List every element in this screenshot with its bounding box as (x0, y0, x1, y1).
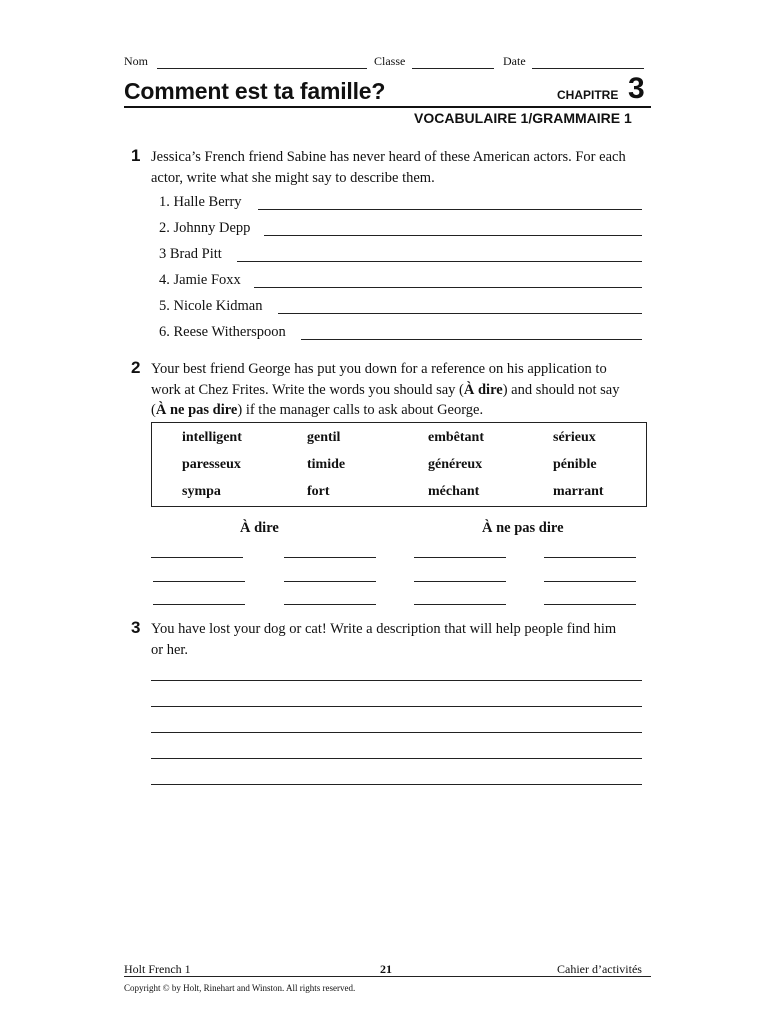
ne-pas-dire-blank[interactable] (544, 581, 636, 582)
answer-line-5[interactable] (278, 313, 642, 314)
question-2-prompt (151, 359, 656, 421)
date-label: Date (503, 54, 526, 68)
answer-line-3[interactable] (237, 261, 642, 262)
ne-pas-dire-blank[interactable] (414, 604, 506, 605)
question-1-prompt-line-2: actor, write what she might say to describe them. (151, 169, 435, 186)
actor-item-4: 4. Jamie Foxx (159, 272, 241, 288)
column-heading-a-dire: À dire (240, 520, 279, 536)
a-dire-blank[interactable] (284, 557, 376, 558)
word-bank-item: généreux (428, 457, 483, 472)
actor-item-1: 1. Halle Berry (159, 194, 242, 210)
question-3-number: 3 (131, 618, 141, 637)
word-bank-item: intelligent (182, 430, 242, 445)
answer-line-6[interactable] (301, 339, 642, 340)
actor-item-3: 3 Brad Pitt (159, 246, 222, 262)
question-3-prompt-line-1: You have lost your dog or cat! Write a description that will help people find him (151, 621, 617, 637)
page-title: Comment est ta famille? (124, 78, 386, 104)
question-3-prompt-line-2: or her. (151, 641, 189, 658)
word-bank-item: timide (307, 457, 346, 472)
question-2-prompt-line-1: Your best friend George has put you down for a reference on his application to (151, 361, 607, 377)
prompt-text: ) and should not say (502, 381, 620, 398)
a-dire-blank[interactable] (151, 557, 243, 558)
word-bank-item: embêtant (428, 430, 484, 445)
page-number: 21 (380, 962, 392, 976)
word-bank-item: gentil (307, 430, 341, 445)
word-bank-item: fort (307, 484, 330, 499)
description-line[interactable] (151, 706, 642, 707)
a-dire-blank[interactable] (153, 581, 245, 582)
footer-workbook-title: Cahier d’activités (557, 962, 642, 976)
prompt-bold-a-dire: À dire (463, 381, 503, 398)
a-dire-blank[interactable] (284, 604, 376, 605)
prompt-bold-ne-pas-dire: À ne pas dire (155, 402, 238, 418)
chapitre-number: 3 (628, 72, 645, 105)
question-1-prompt (151, 147, 656, 188)
ne-pas-dire-blank[interactable] (414, 581, 506, 582)
a-dire-blank[interactable] (284, 581, 376, 582)
question-1-prompt-line-1: Jessica’s French friend Sabine has never heard of these American actors. For each (151, 149, 626, 165)
actor-item-6: 6. Reese Witherspoon (159, 324, 286, 340)
classe-field[interactable] (412, 68, 494, 69)
actor-item-2: 2. Johnny Depp (159, 220, 251, 236)
prompt-text: ) if the manager calls to ask about George. (237, 402, 484, 418)
prompt-text: work at Chez Frites. Write the words you should say ( (151, 381, 464, 398)
word-bank-item: sympa (182, 484, 221, 499)
word-bank-item: paresseux (182, 457, 241, 472)
copyright-notice: Copyright © by Holt, Rinehart and Winston. All rights reserved. (124, 983, 356, 993)
answer-line-1[interactable] (258, 209, 642, 210)
word-bank-item: méchant (428, 484, 480, 499)
footer-rule (124, 976, 651, 977)
header-rule (124, 106, 651, 108)
actor-item-5: 5. Nicole Kidman (159, 298, 263, 314)
answer-line-4[interactable] (254, 287, 642, 288)
ne-pas-dire-blank[interactable] (544, 557, 636, 558)
ne-pas-dire-blank[interactable] (544, 604, 636, 605)
nom-field[interactable] (157, 68, 367, 69)
prompt-text: ( (151, 402, 156, 418)
word-bank-item: sérieux (553, 430, 596, 445)
ne-pas-dire-blank[interactable] (414, 557, 506, 558)
description-line[interactable] (151, 732, 642, 733)
date-field[interactable] (532, 68, 644, 69)
classe-label: Classe (374, 54, 406, 68)
description-line[interactable] (151, 784, 642, 785)
description-line[interactable] (151, 680, 642, 681)
column-heading-a-ne-pas-dire: À ne pas dire (482, 520, 564, 536)
footer-book-title: Holt French 1 (124, 962, 191, 976)
answer-line-2[interactable] (264, 235, 642, 236)
chapitre-label: CHAPITRE (557, 88, 619, 102)
word-bank-item: pénible (553, 457, 597, 472)
a-dire-blank[interactable] (153, 604, 245, 605)
question-3-prompt (151, 619, 656, 660)
description-line[interactable] (151, 758, 642, 759)
question-2-prompt-line-3 (151, 400, 656, 421)
word-bank-item: marrant (553, 484, 604, 499)
question-2-prompt-line-2 (151, 380, 656, 401)
section-title: VOCABULAIRE 1/GRAMMAIRE 1 (414, 110, 632, 126)
nom-label: Nom (124, 54, 148, 68)
question-2-number: 2 (131, 358, 141, 377)
question-1-number: 1 (131, 146, 141, 165)
